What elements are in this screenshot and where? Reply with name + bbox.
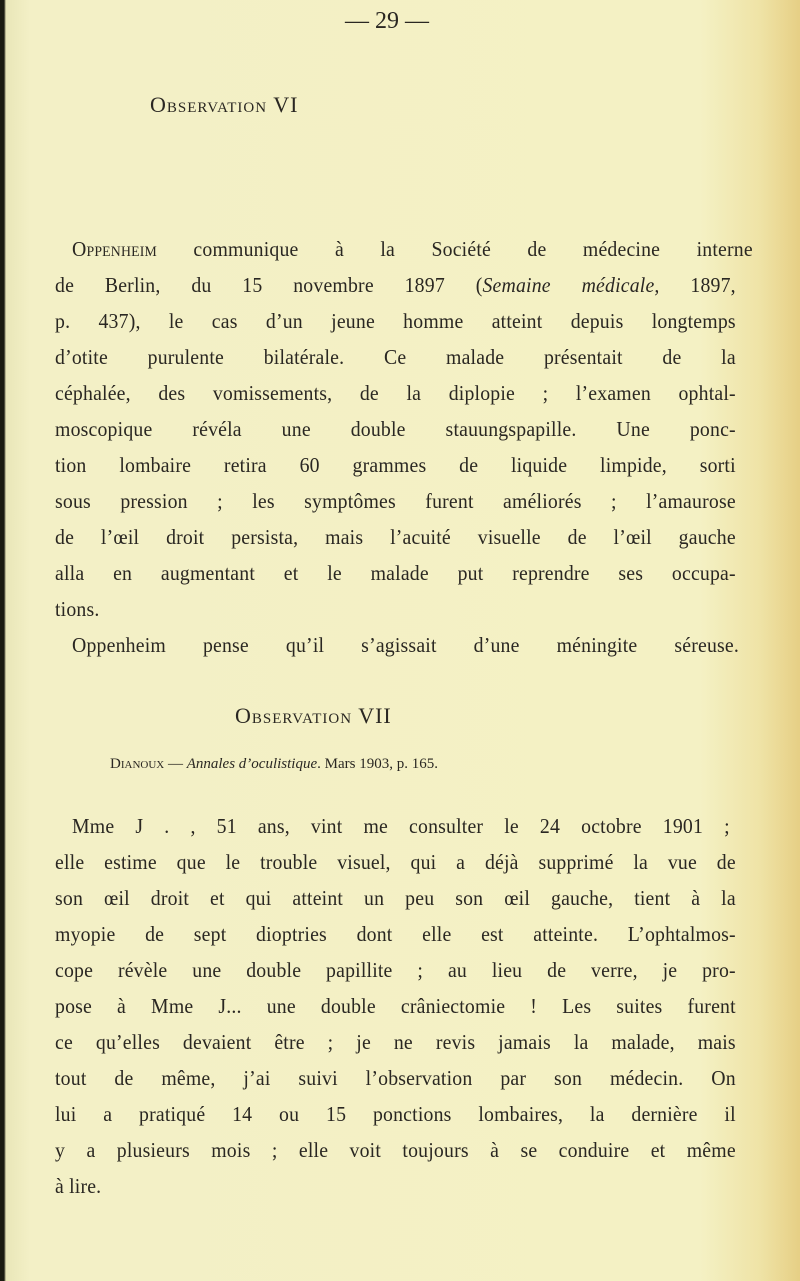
text-line: tion lombaire retira 60 grammes de liquide limpide, sorti [55,453,736,477]
text-line: tout de même, j’ai suivi l’observation par son médecin. On [55,1066,736,1090]
separator: — [164,756,187,772]
text-line: céphalée, des vomissements, de la diplopie ; l’examen ophtal- [55,381,736,405]
text-line: sous pression ; les symptômes furent améliorés ; l’amaurose [55,489,736,513]
author-name: Oppenheim [72,237,157,261]
text-line: moscopique révéla une double stauungspapille. Une ponc- [55,417,736,441]
journal-title: Annales d’oculistique [186,756,318,772]
text-line: lui a pratiqué 14 ou 15 ponctions lombaires, la dernière il [55,1102,736,1126]
page-number: — 29 — [345,8,429,34]
citation [110,756,438,773]
text: communique à la Société de médecine interne [156,237,753,261]
text-line: myopie de sept dioptries dont elle est atteinte. L’ophtalmos- [55,922,736,946]
text-line: ce qu’elles devaient être ; je ne revis jamais la malade, mais [55,1030,736,1054]
observation-vii-heading: Observation VII [235,703,392,728]
citation-details: . Mars 1903, p. 165. [317,756,438,772]
text-line: elle estime que le trouble visuel, qui a déjà supprimé la vue de [55,850,736,874]
text: de Berlin, du 15 novembre 1897 ( [55,273,483,297]
journal-title: Semaine médicale, [482,273,660,297]
text-line: cope révèle une double papillite ; au lieu de verre, je pro- [55,958,736,982]
text-line [55,272,736,298]
text-line [72,236,753,262]
observation-vi-heading: Observation VI [150,92,299,117]
text-line: y a plusieurs mois ; elle voit toujours à se conduire et même [55,1138,736,1162]
text-line: à lire. [55,1174,102,1198]
text-line: alla en augmentant et le malade put reprendre ses occupa- [55,561,736,585]
text-line: Oppenheim pense qu’il s’agissait d’une méningite séreuse. [72,633,739,657]
text-line: d’otite purulente bilatérale. Ce malade présentait de la [55,345,736,369]
text-line: pose à Mme J... une double crâniectomie ! Les suites furent [55,994,736,1018]
text-line: p. 437), le cas d’un jeune homme atteint depuis longtemps [55,309,736,333]
text: 1897, [659,273,736,297]
text-line: tions. [55,597,100,621]
text-line: de l’œil droit persista, mais l’acuité visuelle de l’œil gauche [55,525,736,549]
text-line: son œil droit et qui atteint un peu son œil gauche, tient à la [55,886,736,910]
author-name: Dianoux [110,756,165,772]
text-line: Mme J . , 51 ans, vint me consulter le 24 octobre 1901 ; [72,814,730,838]
